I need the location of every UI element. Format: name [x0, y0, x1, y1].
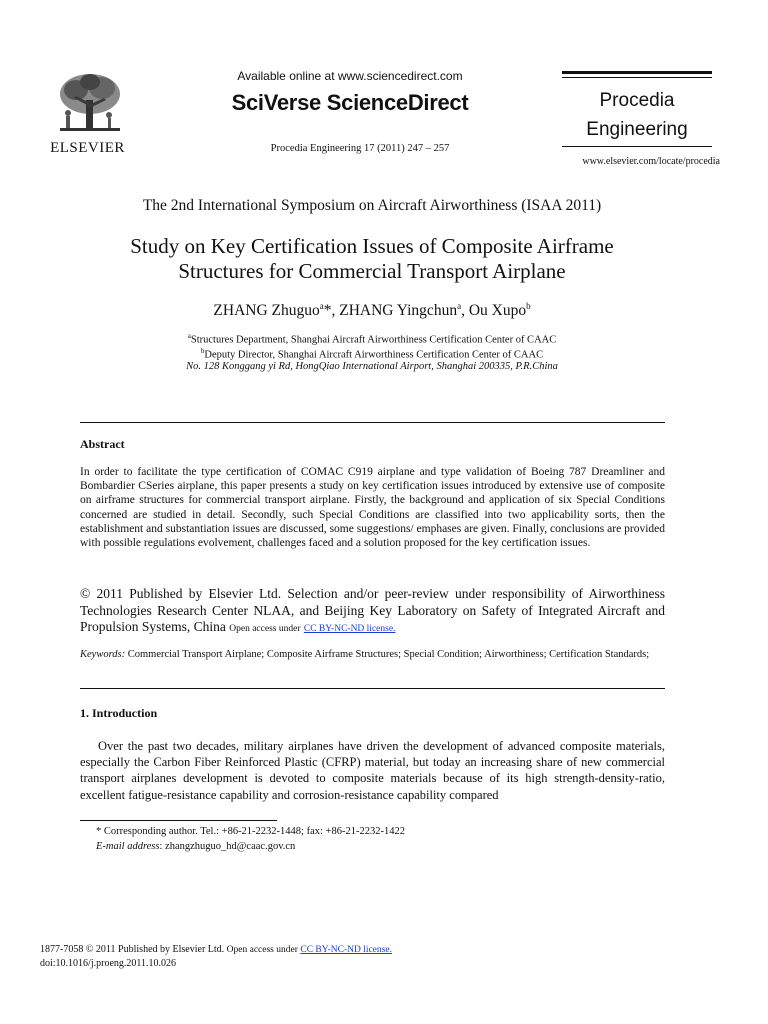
paper-title-line1: Study on Key Certification Issues of Composite Airframe: [130, 234, 614, 258]
doi-line[interactable]: doi:10.1016/j.proeng.2011.10.026: [40, 958, 177, 969]
author-affil-mark: a: [457, 301, 462, 311]
author-affil-mark: b: [526, 301, 531, 311]
author-name: ZHANG Zhuguo: [213, 302, 320, 320]
abstract-heading: Abstract: [80, 437, 125, 451]
abstract-top-rule: [80, 422, 665, 423]
available-online-text: Available online at www.sciencedirect.com: [237, 69, 463, 83]
email-separator: :: [159, 841, 166, 852]
introduction-paragraph: Over the past two decades, military airplanes have driven the development of advanced composite materials, especially the Carbon Fiber Reinforced Plastic (CFRP) material, but today an increasing share of new commercial transport airplanes development is devoted to composite materials because of its high strength-density-ratio, excellent fatigue-resistance capability and corrosion-resistance capability compared: [80, 739, 665, 802]
copyright-statement: [80, 586, 665, 638]
author-separator: ,: [461, 302, 469, 320]
journal-title-line1: Procedia: [599, 90, 675, 111]
brand-title: SciVerse ScienceDirect: [231, 90, 469, 115]
license-link[interactable]: CC BY-NC-ND license.: [303, 624, 396, 634]
symposium-name: The 2nd International Symposium on Aircraft Airworthiness (ISAA 2011): [142, 197, 602, 214]
footer-license-link[interactable]: CC BY-NC-ND license.: [300, 945, 392, 955]
copyright-text: © 2011 Published by Elsevier Ltd. Selection and/or peer-review under responsibility of Airworthiness Technologies Research Center NLAA, and Beijing Key Laboratory on Safety of Integrated Aircraft and Propulsion Systems, China: [80, 586, 665, 634]
journal-title-line2: Engineering: [586, 119, 688, 140]
author-list: [60, 301, 684, 320]
issn-line: [40, 944, 392, 955]
section-heading: 1. Introduction: [80, 706, 158, 720]
footer-open-access-note: Open access under: [226, 945, 298, 955]
journal-rule-thick: [562, 71, 712, 74]
affiliation-mark: b: [200, 347, 205, 355]
affiliation-address: No. 128 Konggang yi Rd, HongQiao International Airport, Shanghai 200335, P.R.China: [186, 361, 558, 372]
journal-rule-bottom: [562, 146, 712, 147]
issn-text: 1877-7058 © 2011 Published by Elsevier Ltd.: [40, 944, 225, 955]
author-affil-mark: a: [319, 301, 324, 311]
affiliation-a: [60, 332, 684, 346]
abstract-bottom-rule: [80, 688, 665, 689]
author-name: Ou Xupo: [468, 302, 527, 320]
publisher-name: ELSEVIER: [50, 140, 125, 156]
keywords: [80, 648, 665, 661]
footnote-rule: [80, 820, 277, 821]
affiliation-b: [60, 347, 684, 361]
journal-url[interactable]: www.elsevier.com/locate/procedia: [582, 156, 720, 167]
affiliation-mark: a: [187, 332, 191, 340]
paper-title-line2: Structures for Commercial Transport Airplane: [178, 259, 566, 283]
email-label: E-mail address: [96, 841, 160, 852]
paper-title: [60, 234, 684, 284]
keywords-label: Keywords:: [80, 649, 126, 660]
journal-title: [562, 86, 712, 144]
journal-rule-thin: [562, 77, 712, 78]
corresponding-author-note: * Corresponding author. Tel.: +86-21-2232-1448; fax: +86-21-2232-1422: [96, 826, 405, 837]
elsevier-tree-logo-icon: [54, 70, 126, 140]
abstract-text: In order to facilitate the type certification of COMAC C919 airplane and type validation of Boeing 787 Dreamliner and Bombardier CSeries airplane, this paper presents a study on key certification issues introduced by extensive use of composite on airframe structures for commercial transport airplane. Firstly, the background and application of six Special Conditions concerned are studied in detail. Secondly, such Special Conditions are classified into two applicability sorts, then the establishment and substantiation issues are discussed, some suggestions/ emphases are given. Finally, conclusions are provided with possible regulations evolvement, challenges faced and a solution proposed for the key certification issues.: [80, 466, 665, 550]
journal-citation: Procedia Engineering 17 (2011) 247 – 257: [270, 143, 450, 154]
keywords-text: Commercial Transport Airplane; Composite Airframe Structures; Special Condition; Airworthiness; Certification Standards;: [127, 649, 650, 660]
email-note: [96, 841, 295, 852]
author-name: ZHANG Yingchun: [339, 302, 458, 320]
affiliation-text: Deputy Director, Shanghai Aircraft Airworthiness Certification Center of CAAC: [204, 349, 544, 361]
affiliation-text: Structures Department, Shanghai Aircraft Airworthiness Certification Center of CAAC: [190, 334, 557, 346]
email-address[interactable]: zhangzhuguo_hd@caac.gov.cn: [165, 841, 296, 852]
author-separator: *,: [323, 302, 340, 320]
open-access-note: Open access under: [229, 624, 301, 634]
